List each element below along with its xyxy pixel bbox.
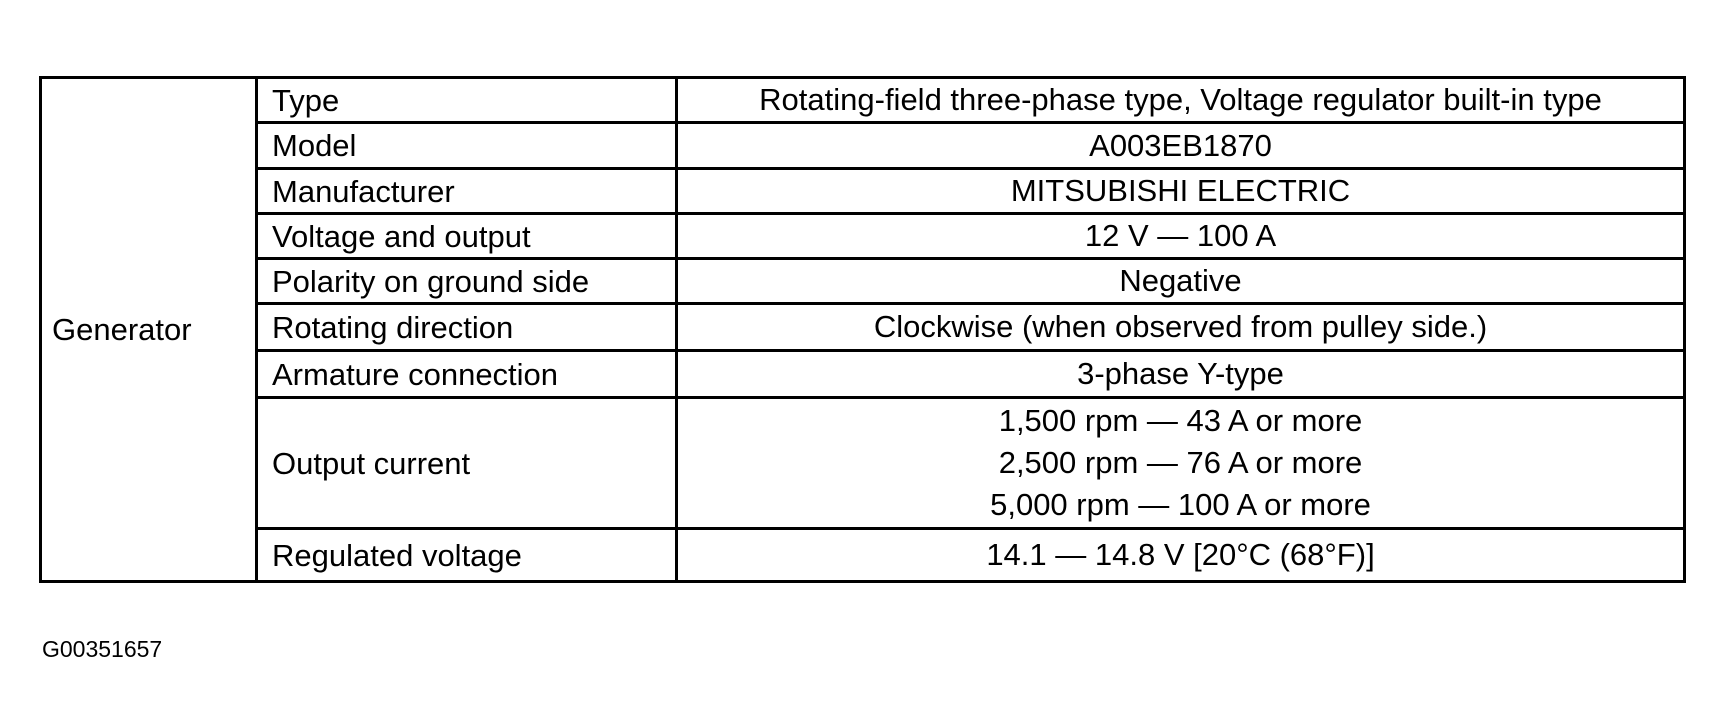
row-value-model <box>677 123 1685 169</box>
group-cell-generator: Generator <box>41 78 257 582</box>
row-value-output-current <box>677 398 1685 529</box>
figure-id: G00351657 <box>42 636 163 662</box>
table-row <box>41 214 1685 259</box>
value-line: 14.1 — 14.8 V [20°C (68°F)] <box>986 537 1375 572</box>
value-line: 5,000 rpm — 100 A or more <box>990 487 1371 522</box>
row-label-manufacturer: Manufacturer <box>257 169 677 214</box>
generator-spec-table <box>39 76 1686 583</box>
row-value-type <box>677 78 1685 123</box>
table-row <box>41 529 1685 582</box>
value-line: 12 V — 100 A <box>1084 218 1277 253</box>
table-row <box>41 398 1685 529</box>
row-value-armature-connection <box>677 351 1685 398</box>
row-label-model: Model <box>257 123 677 169</box>
row-value-regulated-voltage <box>677 529 1685 582</box>
row-label-voltage-output: Voltage and output <box>257 214 677 259</box>
value-line: Clockwise (when observed from pulley side.) <box>873 309 1488 344</box>
row-value-polarity <box>677 259 1685 304</box>
row-value-manufacturer <box>677 169 1685 214</box>
row-label-polarity: Polarity on ground side <box>257 259 677 304</box>
value-line: MITSUBISHI ELECTRIC <box>1010 173 1351 208</box>
table-row <box>41 78 1685 123</box>
value-line: Negative <box>1119 263 1242 298</box>
row-label-armature-connection: Armature connection <box>257 351 677 398</box>
table-row <box>41 123 1685 169</box>
table-row <box>41 351 1685 398</box>
row-value-voltage-output <box>677 214 1685 259</box>
table-row <box>41 304 1685 351</box>
value-line: 1,500 rpm — 43 A or more <box>998 403 1363 438</box>
row-label-output-current: Output current <box>257 398 677 529</box>
row-value-rotating-direction <box>677 304 1685 351</box>
value-line: Rotating-field three-phase type, Voltage regulator built-in type <box>759 82 1602 117</box>
value-line: A003EB1870 <box>1089 127 1272 163</box>
value-line: 2,500 rpm — 76 A or more <box>998 445 1363 480</box>
value-line: 3-phase Y-type <box>1077 356 1284 391</box>
row-label-regulated-voltage: Regulated voltage <box>257 529 677 582</box>
row-label-rotating-direction: Rotating direction <box>257 304 677 351</box>
row-label-type: Type <box>257 78 677 123</box>
table-row <box>41 259 1685 304</box>
table-row <box>41 169 1685 214</box>
